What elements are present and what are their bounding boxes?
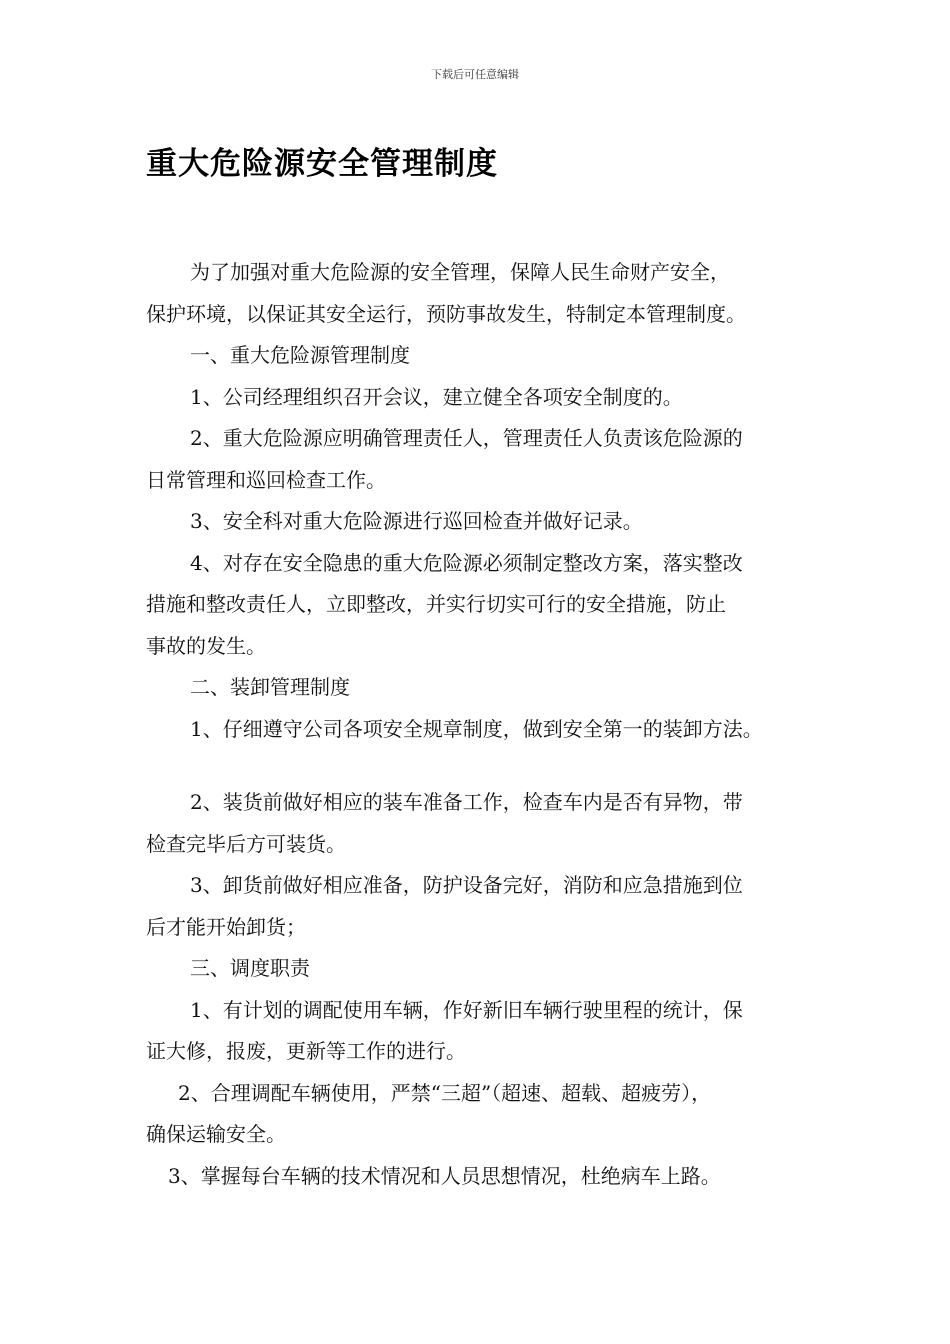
- paragraph-line: 1、公司经理组织召开会议，建立健全各项安全制度的。: [190, 384, 683, 409]
- header-note: 下载后可任意编辑: [431, 68, 519, 81]
- document-body: [146, 252, 811, 1197]
- paragraph-line: 日常管理和巡回检查工作。: [146, 467, 386, 492]
- paragraph-line: 检查完毕后方可装货。: [146, 831, 346, 856]
- paragraph-line: 4、对存在安全隐患的重大危险源必须制定整改方案，落实整改: [190, 550, 743, 575]
- paragraph-line: 后才能开始卸货；: [146, 914, 306, 939]
- paragraph-line: 3、安全科对重大危险源进行巡回检查并做好记录。: [190, 509, 643, 533]
- paragraph-line: 3、掌握每台车辆的技术情况和人员思想情况，杜绝病车上路。: [168, 1163, 721, 1188]
- paragraph-spacer: [146, 750, 811, 782]
- document-title: 重大危险源安全管理制度: [146, 146, 498, 182]
- paragraph-line: 为了加强对重大危险源的安全管理，保障人民生命财产安全，: [190, 260, 730, 284]
- paragraph-line: 措施和整改责任人，立即整改，并实行切实可行的安全措施，防止: [146, 592, 726, 616]
- section-heading: 三、调度职责: [190, 956, 310, 980]
- paragraph-line: 1、仔细遵守公司各项安全规章制度，做到安全第一的装卸方法。: [190, 716, 763, 741]
- paragraph-line: 事故的发生。: [146, 633, 266, 658]
- section-heading: 二、装卸管理制度: [190, 675, 350, 699]
- paragraph-line: 确保运输安全。: [146, 1122, 286, 1146]
- paragraph-line: 1、有计划的调配使用车辆，作好新旧车辆行驶里程的统计，保: [190, 997, 743, 1022]
- paragraph-line: 2、重大危险源应明确管理责任人，管理责任人负责该危险源的: [190, 426, 743, 450]
- paragraph-line: 3、卸货前做好相应准备，防护设备完好，消防和应急措施到位: [190, 873, 743, 897]
- paragraph-line: 保护环境，以保证其安全运行，预防事故发生，特制定本管理制度。: [146, 301, 746, 326]
- paragraph-line: 2、合理调配车辆使用，严禁“三超”（超速、超载、超疲劳），: [178, 1080, 712, 1105]
- paragraph-line: 证大修，报废，更新等工作的进行。: [146, 1039, 466, 1063]
- paragraph-line: 2、装货前做好相应的装车准备工作，检查车内是否有异物，带: [190, 790, 743, 814]
- section-heading: 一、重大危险源管理制度: [190, 343, 410, 367]
